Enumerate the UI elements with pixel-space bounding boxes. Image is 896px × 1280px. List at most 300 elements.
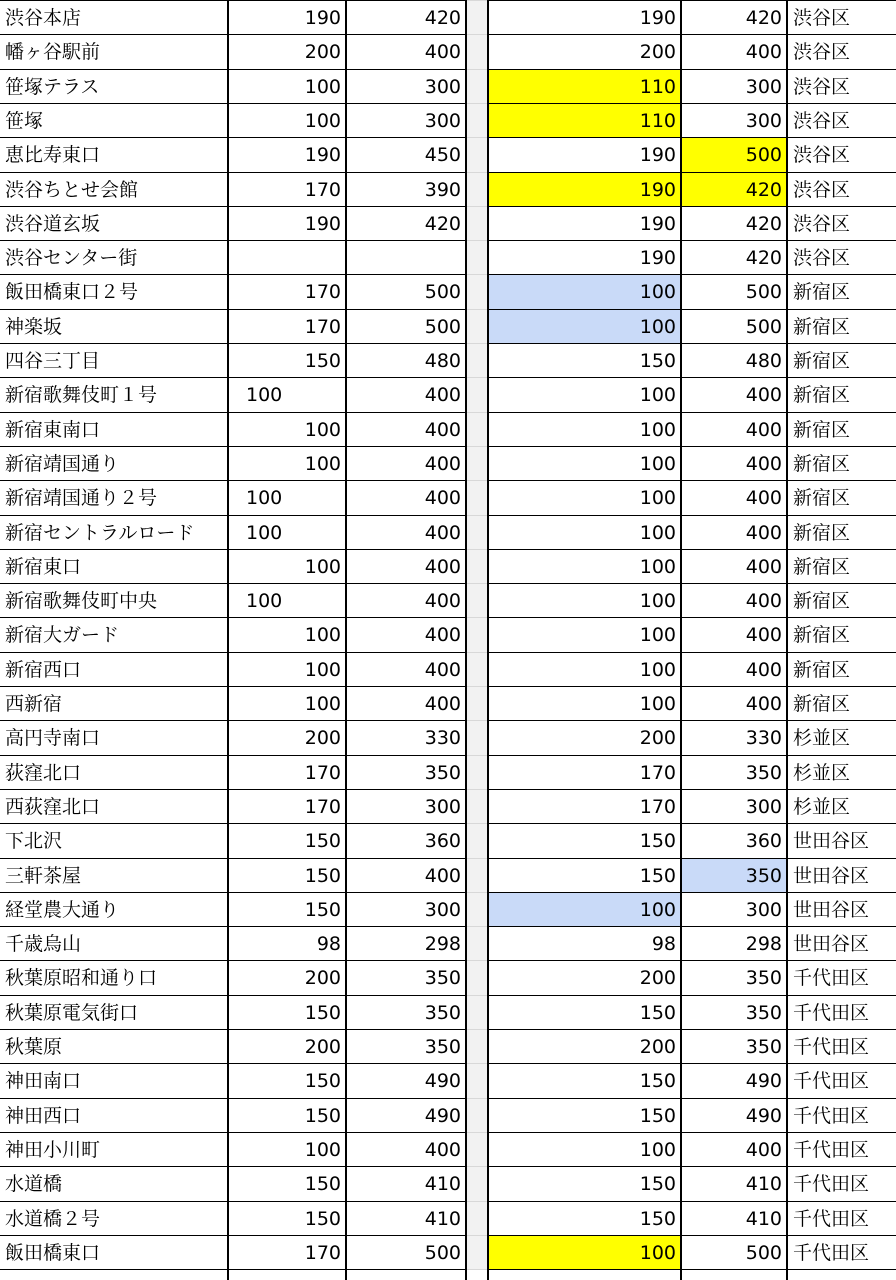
value-c-cell[interactable]: 100 <box>639 452 676 475</box>
value-d-cell[interactable]: 500 <box>745 315 782 338</box>
value-b-cell[interactable]: 410 <box>424 1173 461 1196</box>
value-b-cell[interactable]: 400 <box>424 418 461 441</box>
value-d-cell[interactable]: 400 <box>745 41 782 64</box>
table-row <box>0 721 896 755</box>
value-c-cell[interactable]: 100 <box>639 487 676 510</box>
value-c-cell[interactable]: 150 <box>639 1070 676 1093</box>
value-a-cell[interactable]: 150 <box>304 864 341 887</box>
ward-cell[interactable]: 新宿区 <box>793 658 851 681</box>
value-d-cell[interactable]: 400 <box>745 521 782 544</box>
value-c-cell[interactable]: 150 <box>639 864 676 887</box>
value-c-cell[interactable]: 100 <box>639 1138 676 1161</box>
store-name-cell[interactable]: 秋葉原電気街口 <box>5 1001 139 1024</box>
spacer-cell[interactable] <box>466 241 488 275</box>
value-c-cell[interactable]: 190 <box>488 173 681 207</box>
table-row <box>0 550 896 584</box>
value-d-cell[interactable]: 300 <box>745 75 782 98</box>
value-d-cell[interactable]: 330 <box>745 727 782 750</box>
column-divider <box>227 0 229 1280</box>
store-name-cell[interactable]: 新宿セントラルロード <box>5 521 195 544</box>
spacer-cell[interactable] <box>466 790 488 824</box>
value-c-cell[interactable]: 100 <box>488 310 681 344</box>
spacer-cell[interactable] <box>466 275 488 309</box>
value-a-cell[interactable]: 150 <box>304 1173 341 1196</box>
ward-cell[interactable]: 新宿区 <box>793 487 851 510</box>
value-b-cell[interactable]: 300 <box>424 898 461 921</box>
spacer-cell[interactable] <box>466 1064 488 1098</box>
value-b-cell[interactable]: 400 <box>424 590 461 613</box>
gap-divider <box>467 103 488 104</box>
value-a-cell[interactable]: 100 <box>246 487 283 510</box>
ward-cell[interactable]: 新宿区 <box>793 555 851 578</box>
value-a-cell[interactable]: 150 <box>304 1001 341 1024</box>
ward-cell[interactable]: 新宿区 <box>793 624 851 647</box>
spacer-cell[interactable] <box>466 961 488 995</box>
row-divider <box>0 240 896 241</box>
ward-cell[interactable]: 渋谷区 <box>793 41 851 64</box>
spacer-cell[interactable] <box>466 35 488 69</box>
spacer-cell[interactable] <box>466 859 488 893</box>
value-a-cell[interactable]: 200 <box>304 727 341 750</box>
column-divider <box>487 0 489 1280</box>
spacer-cell[interactable] <box>466 1 488 35</box>
store-name-cell[interactable]: 四谷三丁目 <box>5 350 101 372</box>
row-divider <box>0 137 896 138</box>
value-d-cell[interactable]: 400 <box>745 487 782 510</box>
value-c-cell[interactable]: 150 <box>639 1104 676 1127</box>
gap-divider <box>467 617 488 618</box>
value-b-cell[interactable]: 400 <box>424 658 461 681</box>
value-d-cell[interactable]: 400 <box>745 693 782 715</box>
ward-cell[interactable]: 渋谷区 <box>793 144 851 167</box>
spacer-cell[interactable] <box>466 207 488 241</box>
spacer-cell[interactable] <box>466 721 488 755</box>
value-c-cell[interactable]: 100 <box>639 624 676 647</box>
value-d-cell[interactable]: 500 <box>681 138 787 172</box>
spacer-cell[interactable] <box>466 70 488 104</box>
value-d-cell[interactable]: 410 <box>745 1207 782 1230</box>
value-c-cell[interactable]: 150 <box>639 350 676 372</box>
value-b-cell[interactable]: 350 <box>424 1036 461 1058</box>
ward-cell[interactable]: 杉並区 <box>793 761 851 784</box>
store-name-cell[interactable]: 新宿大ガード <box>5 624 120 647</box>
value-c-cell[interactable]: 110 <box>488 104 681 138</box>
value-d-cell[interactable]: 300 <box>745 109 782 132</box>
store-name-cell[interactable]: 渋谷センター街 <box>5 247 138 270</box>
value-b-cell[interactable]: 400 <box>424 521 461 544</box>
value-d-cell[interactable]: 350 <box>745 967 782 990</box>
row-divider <box>0 960 896 961</box>
ward-cell[interactable]: 千代田区 <box>793 967 870 990</box>
ward-cell[interactable]: 新宿区 <box>793 350 851 372</box>
value-a-cell[interactable]: 100 <box>246 384 283 407</box>
spacer-cell[interactable] <box>466 653 488 687</box>
store-name-cell[interactable]: 渋谷道玄坂 <box>5 212 101 235</box>
value-d-cell[interactable]: 400 <box>745 658 782 681</box>
ward-cell[interactable]: 新宿区 <box>793 418 851 441</box>
store-name-cell[interactable]: 神田西口 <box>5 1104 82 1127</box>
row-divider <box>0 549 896 550</box>
value-b-cell[interactable]: 400 <box>424 452 461 475</box>
store-name-cell[interactable]: 秋葉原昭和通り口 <box>5 967 158 990</box>
value-d-cell[interactable]: 420 <box>681 173 787 207</box>
store-name-cell[interactable]: 幡ヶ谷駅前 <box>5 41 101 64</box>
store-name-cell[interactable]: 新宿東口 <box>5 555 82 578</box>
value-b-cell[interactable]: 420 <box>424 212 461 235</box>
store-name-cell[interactable]: 千歳烏山 <box>5 933 82 956</box>
value-d-cell[interactable]: 360 <box>745 830 782 853</box>
value-a-cell[interactable]: 190 <box>304 7 341 29</box>
spacer-cell[interactable] <box>466 893 488 927</box>
row-divider <box>0 1235 896 1236</box>
store-name-cell[interactable]: 水道橋 <box>5 1173 63 1196</box>
store-name-cell[interactable]: 新宿歌舞伎町中央 <box>5 590 158 613</box>
table-row <box>0 996 896 1030</box>
spacer-cell[interactable] <box>466 927 488 961</box>
value-b-cell[interactable] <box>346 241 466 275</box>
gap-divider <box>467 1201 488 1202</box>
store-name-cell[interactable]: 渋谷本店 <box>5 7 82 29</box>
value-b-cell[interactable]: 300 <box>424 795 461 818</box>
value-d-cell[interactable]: 400 <box>745 418 782 441</box>
value-a-cell[interactable]: 150 <box>304 1070 341 1093</box>
store-name-cell[interactable]: 恵比寿東口 <box>5 144 101 167</box>
value-d-cell[interactable]: 400 <box>745 555 782 578</box>
table-row <box>0 687 896 721</box>
value-c-cell[interactable]: 170 <box>639 761 676 784</box>
value-d-cell[interactable]: 350 <box>745 761 782 784</box>
ward-cell[interactable]: 渋谷区 <box>793 178 851 201</box>
value-a-cell[interactable]: 150 <box>304 830 341 853</box>
row-divider <box>0 274 896 275</box>
value-d-cell[interactable]: 400 <box>745 1138 782 1161</box>
ward-cell[interactable]: 世田谷区 <box>793 864 870 887</box>
ward-cell[interactable]: 千代田区 <box>793 1173 870 1196</box>
value-c-cell[interactable]: 100 <box>639 555 676 578</box>
ward-cell[interactable]: 渋谷区 <box>793 7 851 29</box>
store-name-cell[interactable]: 下北沢 <box>5 830 63 853</box>
value-d-cell[interactable]: 400 <box>745 452 782 475</box>
value-b-cell[interactable]: 400 <box>424 487 461 510</box>
value-c-cell[interactable]: 170 <box>639 795 676 818</box>
spacer-cell[interactable] <box>466 1202 488 1236</box>
table-row <box>0 927 896 961</box>
value-a-cell[interactable]: 100 <box>304 1138 341 1161</box>
value-c-cell[interactable]: 200 <box>639 41 676 64</box>
value-a-cell[interactable]: 170 <box>304 281 341 304</box>
table-row <box>0 35 896 69</box>
value-b-cell[interactable]: 500 <box>424 1241 461 1264</box>
value-d-cell[interactable]: 500 <box>745 281 782 304</box>
value-a-cell[interactable]: 100 <box>304 658 341 681</box>
gap-divider <box>467 1029 488 1030</box>
value-a-cell[interactable]: 100 <box>246 590 283 613</box>
ward-cell[interactable]: 新宿区 <box>793 384 851 407</box>
spacer-cell[interactable] <box>466 756 488 790</box>
spacer-cell[interactable] <box>466 618 488 652</box>
value-c-cell[interactable]: 100 <box>639 693 676 715</box>
value-a-cell[interactable]: 200 <box>304 1036 341 1058</box>
ward-cell[interactable]: 世田谷区 <box>793 933 870 956</box>
spacer-cell[interactable] <box>466 550 488 584</box>
ward-cell[interactable]: 新宿区 <box>793 521 851 544</box>
value-d-cell[interactable]: 350 <box>745 1036 782 1058</box>
store-name-cell[interactable]: 水道橋２号 <box>5 1207 101 1230</box>
table-row <box>0 1202 896 1236</box>
store-name-cell[interactable]: 秋葉原 <box>5 1036 63 1058</box>
spacer-cell[interactable] <box>466 687 488 721</box>
row-divider <box>0 1166 896 1167</box>
value-c-cell[interactable]: 190 <box>639 212 676 235</box>
value-b-cell[interactable]: 400 <box>424 41 461 64</box>
value-a-cell[interactable]: 170 <box>304 178 341 201</box>
ward-cell[interactable]: 千代田区 <box>793 1138 870 1161</box>
table-row <box>0 790 896 824</box>
value-a-cell[interactable]: 100 <box>304 452 341 475</box>
spacer-cell[interactable] <box>466 1133 488 1167</box>
ward-cell[interactable]: 渋谷区 <box>793 247 851 270</box>
value-c-cell[interactable]: 100 <box>488 275 681 309</box>
spacer-cell[interactable] <box>466 138 488 172</box>
value-c-cell[interactable]: 150 <box>639 1001 676 1024</box>
value-d-cell[interactable]: 350 <box>745 1001 782 1024</box>
value-a-cell[interactable]: 200 <box>304 41 341 64</box>
spacer-cell[interactable] <box>466 378 488 412</box>
value-b-cell[interactable]: 400 <box>424 555 461 578</box>
value-b-cell[interactable]: 480 <box>424 350 461 372</box>
spacer-cell[interactable] <box>466 344 488 378</box>
value-b-cell[interactable]: 500 <box>424 315 461 338</box>
store-name-cell[interactable]: 笹塚テラス <box>5 75 100 98</box>
spacer-cell[interactable] <box>466 1167 488 1201</box>
gap-divider <box>467 1166 488 1167</box>
value-b-cell[interactable]: 450 <box>424 144 461 167</box>
spacer-cell[interactable] <box>466 413 488 447</box>
store-name-cell[interactable]: 三軒茶屋 <box>5 864 82 887</box>
store-name-cell[interactable]: 神楽坂 <box>5 315 63 338</box>
value-c-cell[interactable]: 190 <box>639 144 676 167</box>
ward-cell[interactable]: 杉並区 <box>793 795 851 818</box>
value-a-cell[interactable]: 170 <box>304 315 341 338</box>
ward-cell[interactable]: 世田谷区 <box>793 898 870 921</box>
value-c-cell[interactable]: 150 <box>639 1173 676 1196</box>
value-c-cell[interactable]: 100 <box>488 893 681 927</box>
value-d-cell[interactable]: 350 <box>681 859 787 893</box>
store-name-cell[interactable]: 荻窪北口 <box>5 761 82 784</box>
store-name-cell[interactable]: 神田南口 <box>5 1070 82 1093</box>
row-divider <box>0 686 896 687</box>
value-a-cell[interactable]: 150 <box>304 1207 341 1230</box>
store-name-cell[interactable]: 飯田橋東口２号 <box>5 281 139 304</box>
ward-cell[interactable]: 千代田区 <box>793 1036 870 1058</box>
value-b-cell[interactable]: 400 <box>424 864 461 887</box>
value-c-cell[interactable]: 150 <box>639 830 676 853</box>
value-b-cell[interactable]: 298 <box>424 933 461 956</box>
value-b-cell[interactable]: 350 <box>424 1001 461 1024</box>
value-d-cell[interactable]: 480 <box>745 350 782 372</box>
spacer-cell[interactable] <box>466 584 488 618</box>
ward-cell[interactable]: 千代田区 <box>793 1104 870 1127</box>
value-b-cell[interactable]: 490 <box>424 1104 461 1127</box>
row-divider <box>0 720 896 721</box>
store-name-cell[interactable]: 新宿歌舞伎町１号 <box>5 384 158 407</box>
gap-divider <box>467 858 488 859</box>
ward-cell[interactable]: 千代田区 <box>793 1241 870 1264</box>
value-d-cell[interactable]: 410 <box>745 1173 782 1196</box>
value-a-cell[interactable] <box>228 241 346 275</box>
store-name-cell[interactable]: 新宿西口 <box>5 658 82 681</box>
table-row <box>0 378 896 412</box>
value-d-cell[interactable]: 298 <box>745 933 782 956</box>
spacer-cell[interactable] <box>466 1099 488 1133</box>
store-name-cell[interactable]: 西新宿 <box>5 693 63 715</box>
value-d-cell[interactable]: 400 <box>745 624 782 647</box>
value-c-cell[interactable]: 100 <box>639 658 676 681</box>
table-row <box>0 344 896 378</box>
value-b-cell[interactable]: 330 <box>424 727 461 750</box>
row-divider <box>0 1269 896 1270</box>
value-c-cell[interactable]: 190 <box>639 247 676 270</box>
value-a-cell[interactable]: 200 <box>304 967 341 990</box>
value-a-cell[interactable]: 100 <box>304 555 341 578</box>
spacer-cell[interactable] <box>466 996 488 1030</box>
value-c-cell[interactable]: 100 <box>639 590 676 613</box>
value-a-cell[interactable]: 170 <box>304 1241 341 1264</box>
value-a-cell[interactable]: 98 <box>316 933 341 956</box>
value-d-cell[interactable]: 490 <box>745 1104 782 1127</box>
gap-divider <box>467 34 488 35</box>
spacer-cell[interactable] <box>466 1030 488 1064</box>
value-c-cell[interactable]: 100 <box>488 1236 681 1270</box>
ward-cell[interactable]: 杉並区 <box>793 727 851 750</box>
store-name-cell[interactable]: 新宿靖国通り２号 <box>5 487 158 510</box>
table-row <box>0 1030 896 1064</box>
value-c-cell[interactable]: 100 <box>639 418 676 441</box>
spacer-cell[interactable] <box>466 516 488 550</box>
value-a-cell[interactable]: 100 <box>304 75 341 98</box>
value-a-cell[interactable]: 100 <box>304 418 341 441</box>
value-c-cell[interactable]: 150 <box>639 1207 676 1230</box>
value-b-cell[interactable]: 500 <box>424 281 461 304</box>
value-d-cell[interactable]: 420 <box>745 7 782 29</box>
value-a-cell[interactable]: 150 <box>304 1104 341 1127</box>
ward-cell[interactable]: 千代田区 <box>793 1001 870 1024</box>
spacer-cell[interactable] <box>466 104 488 138</box>
value-b-cell[interactable]: 400 <box>424 1138 461 1161</box>
ward-cell[interactable]: 新宿区 <box>793 281 851 304</box>
value-c-cell[interactable]: 200 <box>639 967 676 990</box>
value-b-cell[interactable]: 490 <box>424 1070 461 1093</box>
gap-divider <box>467 0 488 1</box>
store-name-cell[interactable]: 新宿靖国通り <box>5 452 120 475</box>
row-divider <box>0 34 896 35</box>
ward-cell[interactable]: 新宿区 <box>793 590 851 613</box>
value-b-cell[interactable]: 300 <box>424 109 461 132</box>
value-a-cell[interactable]: 100 <box>304 624 341 647</box>
ward-cell[interactable]: 千代田区 <box>793 1070 870 1093</box>
value-b-cell[interactable]: 400 <box>424 624 461 647</box>
value-c-cell[interactable]: 98 <box>651 933 676 956</box>
store-name-cell[interactable]: 笹塚 <box>5 109 44 132</box>
spacer-cell[interactable] <box>466 824 488 858</box>
value-c-cell[interactable]: 200 <box>639 1036 676 1058</box>
row-divider <box>0 206 896 207</box>
ward-cell[interactable]: 渋谷区 <box>793 212 851 235</box>
store-name-cell[interactable]: 西荻窪北口 <box>5 795 101 818</box>
value-c-cell[interactable]: 200 <box>639 727 676 750</box>
value-d-cell[interactable]: 300 <box>745 795 782 818</box>
gap-divider <box>467 1132 488 1133</box>
table-row <box>0 481 896 515</box>
gap-divider <box>467 995 488 996</box>
value-a-cell[interactable]: 100 <box>246 521 283 544</box>
value-c-cell[interactable]: 190 <box>639 7 676 29</box>
ward-cell[interactable]: 新宿区 <box>793 452 851 475</box>
spacer-cell[interactable] <box>466 1236 488 1270</box>
value-b-cell[interactable]: 350 <box>424 761 461 784</box>
value-b-cell[interactable]: 400 <box>424 384 461 407</box>
store-name-cell[interactable]: 神田小川町 <box>5 1138 101 1161</box>
value-d-cell[interactable]: 420 <box>745 212 782 235</box>
value-b-cell[interactable]: 400 <box>424 693 461 715</box>
value-b-cell[interactable]: 300 <box>424 75 461 98</box>
store-name-cell[interactable]: 新宿東南口 <box>5 418 101 441</box>
value-d-cell[interactable]: 420 <box>745 247 782 270</box>
value-a-cell[interactable]: 150 <box>304 898 341 921</box>
gap-divider <box>467 823 488 824</box>
ward-cell[interactable]: 渋谷区 <box>793 75 851 98</box>
value-d-cell[interactable]: 490 <box>745 1070 782 1093</box>
value-a-cell[interactable]: 170 <box>304 795 341 818</box>
value-a-cell[interactable]: 190 <box>304 212 341 235</box>
value-a-cell[interactable]: 170 <box>304 761 341 784</box>
row-divider <box>0 412 896 413</box>
table-row <box>0 138 896 172</box>
value-a-cell[interactable]: 100 <box>304 109 341 132</box>
value-d-cell[interactable]: 500 <box>745 1241 782 1264</box>
value-c-cell[interactable]: 110 <box>488 70 681 104</box>
value-b-cell[interactable]: 360 <box>424 830 461 853</box>
ward-cell[interactable]: 渋谷区 <box>793 109 851 132</box>
value-b-cell[interactable]: 410 <box>424 1207 461 1230</box>
value-a-cell[interactable]: 150 <box>304 350 341 372</box>
value-b-cell[interactable]: 390 <box>424 178 461 201</box>
value-b-cell[interactable]: 420 <box>424 7 461 29</box>
value-c-cell[interactable]: 100 <box>639 384 676 407</box>
ward-cell[interactable]: 世田谷区 <box>793 830 870 853</box>
store-name-cell[interactable]: 渋谷ちとせ会館 <box>5 178 139 201</box>
value-d-cell[interactable]: 400 <box>745 384 782 407</box>
value-d-cell[interactable]: 400 <box>745 590 782 613</box>
ward-cell[interactable]: 新宿区 <box>793 315 851 338</box>
spacer-cell[interactable] <box>466 173 488 207</box>
store-name-cell[interactable]: 経堂農大通り <box>5 898 120 921</box>
value-c-cell[interactable]: 100 <box>639 521 676 544</box>
store-name-cell[interactable]: 高円寺南口 <box>5 727 101 750</box>
spacer-cell[interactable] <box>466 481 488 515</box>
value-a-cell[interactable]: 100 <box>304 693 341 715</box>
ward-cell[interactable]: 新宿区 <box>793 693 851 715</box>
row-divider <box>0 515 896 516</box>
value-d-cell[interactable]: 300 <box>745 898 782 921</box>
spacer-cell[interactable] <box>466 447 488 481</box>
value-a-cell[interactable]: 190 <box>304 144 341 167</box>
row-divider <box>0 617 896 618</box>
spacer-cell[interactable] <box>466 310 488 344</box>
value-b-cell[interactable]: 350 <box>424 967 461 990</box>
store-name-cell[interactable]: 飯田橋東口 <box>5 1241 101 1264</box>
ward-cell[interactable]: 千代田区 <box>793 1207 870 1230</box>
